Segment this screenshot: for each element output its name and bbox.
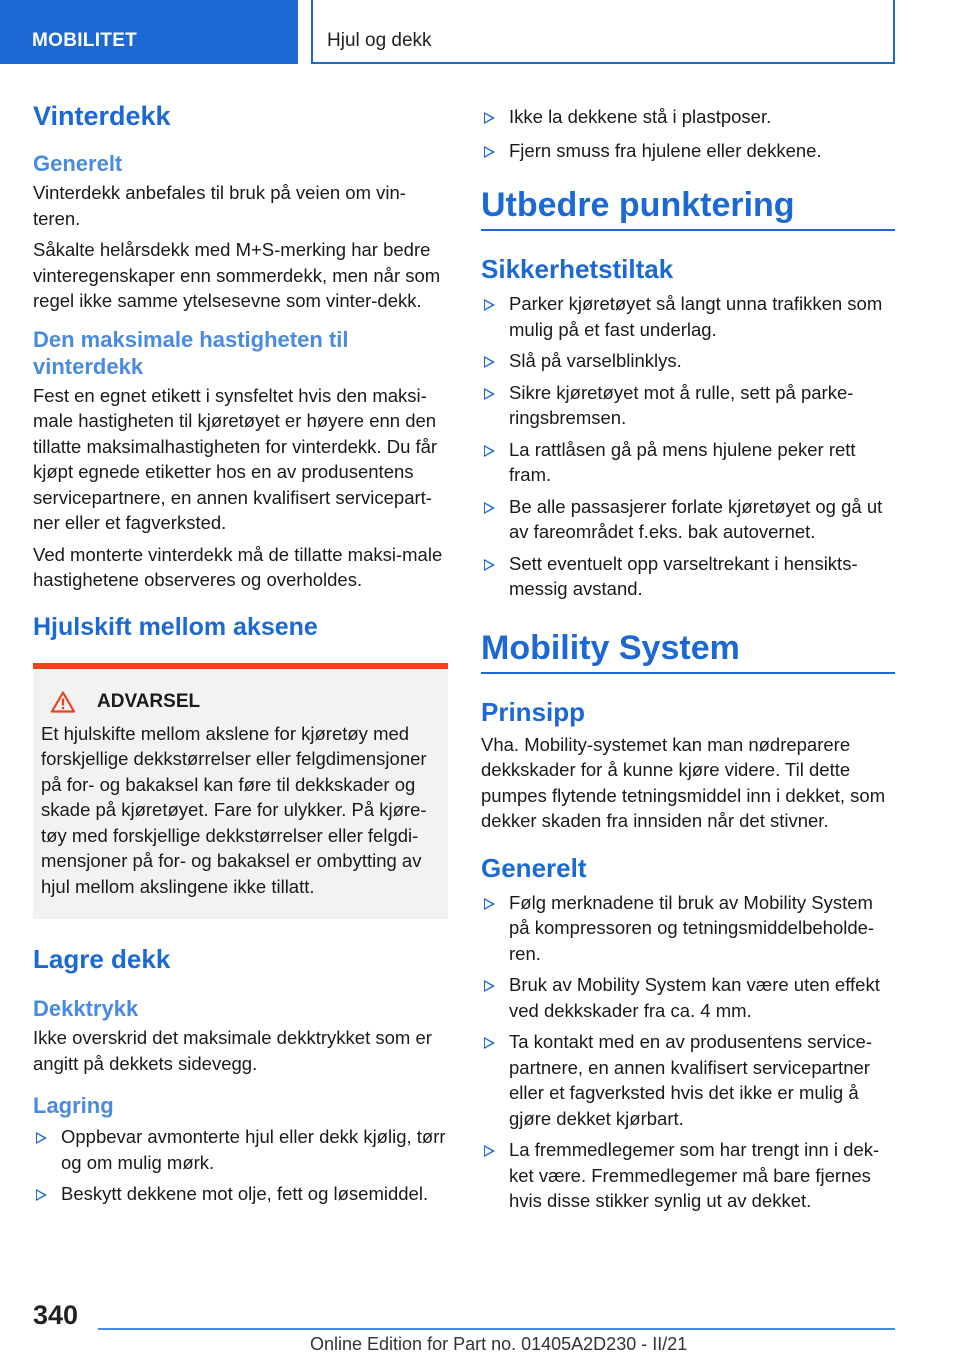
triangle-bullet-icon xyxy=(484,502,495,514)
subtitle-dekktrykk: Dekktrykk xyxy=(33,996,139,1021)
lagring-list xyxy=(33,1124,448,1207)
subtitle-lagring: Lagring xyxy=(33,1093,114,1118)
list-item: Fjern smuss fra hjulene eller dekkene. xyxy=(481,138,895,164)
header-section-tab[interactable]: MOBILITET xyxy=(0,0,298,64)
subtitle-generelt: Generelt xyxy=(481,852,587,883)
list-item: La rattlåsen gå på mens hjulene peker rett fram. xyxy=(481,437,895,488)
list-item: Sikre kjøretøyet mot å rulle, sett på parke-ringsbremsen. xyxy=(481,380,895,431)
triangle-bullet-icon xyxy=(484,559,495,571)
subtitle-sikkerhetstiltak: Sikkerhetstiltak xyxy=(481,254,674,284)
triangle-bullet-icon xyxy=(484,112,495,124)
paragraph: Såkalte helårsdekk med M+S-merking har bedre vinteregenskaper enn sommerdekk, men når som regel ikke samme ytelsesevne som vinter-dekk. xyxy=(33,239,441,311)
list-item: Be alle passasjerer forlate kjøretøyet og gå ut av fareområdet f.eks. bak autovernet. xyxy=(481,494,895,545)
section-title-vinterdekk: Vinterdekk xyxy=(33,101,171,131)
triangle-bullet-icon xyxy=(36,1132,47,1144)
warning-triangle-icon xyxy=(51,691,75,713)
paragraph: Vha. Mobility-systemet kan man nødreparere dekkskader for å kunne kjøre videre. Til dette pumpes flytende tetningsmiddel inn i dekket, som dekker skaden fra innsiden når det stivner. xyxy=(481,733,886,831)
triangle-bullet-icon xyxy=(484,299,495,311)
right-column xyxy=(481,104,895,1214)
list-item: Bruk av Mobility System kan være uten effekt ved dekkskader fra ca. 4 mm. xyxy=(481,972,895,1023)
subtitle-generelt: Generelt xyxy=(33,151,123,176)
warning-box xyxy=(33,663,448,920)
list-item: Oppbevar avmonterte hjul eller dekk kjølig, tørr og om mulig mørk. xyxy=(33,1124,448,1175)
storage-list-continued xyxy=(481,104,895,163)
subtitle-prinsipp: Prinsipp xyxy=(481,696,586,727)
list-item: Slå på varselblinklys. xyxy=(481,348,895,374)
triangle-bullet-icon xyxy=(484,445,495,457)
paragraph: Vinterdekk anbefales til bruk på veien om vin-teren. xyxy=(33,182,406,229)
section-title-lagre-dekk: Lagre dekk xyxy=(33,944,171,974)
subtitle-maks-hastighet: Den maksimale hastigheten til vinterdekk xyxy=(33,326,349,379)
list-item: Sett eventuelt opp varseltrekant i hensikts-messig avstand. xyxy=(481,551,895,602)
header-topic: Hjul og dekk xyxy=(311,0,895,64)
warning-header xyxy=(41,691,436,713)
paragraph: Ikke overskrid det maksimale dekktrykket som er angitt på dekkets sidevegg. xyxy=(33,1027,432,1074)
list-item: Ta kontakt med en av produsentens service-partnere, en annen kvalifisert servicepartner eller et fagverksted hvis det ikke er mulig å gjøre dekket kjørbart. xyxy=(481,1029,895,1131)
footer-edition: Online Edition for Part no. 01405A2D230 - II/21 xyxy=(310,1334,688,1354)
triangle-bullet-icon xyxy=(484,980,495,992)
triangle-bullet-icon xyxy=(484,146,495,158)
generelt-list xyxy=(481,890,895,1214)
list-item: Ikke la dekkene stå i plastposer. xyxy=(481,104,895,130)
left-column xyxy=(33,100,448,1207)
warning-text: Et hjulskifte mellom akslene for kjøretøy med forskjellige dekkstørrelser eller felgdimensjoner på for- og bakaksel kan føre til dekkskader og skade på kjøretøyet. Fare for ulykker. På kjøre-tøy med forskjellige dekkstørrelser eller felgdi-mensjoner på for- og bakaksel er ombytting av hjul mellom akslingene ikke tillatt. xyxy=(41,722,427,897)
list-item: Følg merknadene til bruk av Mobility System på kompressoren og tetningsmiddelbeholde-ren. xyxy=(481,890,895,967)
triangle-bullet-icon xyxy=(484,1145,495,1157)
section-title-mobility-system: Mobility System xyxy=(481,628,895,674)
page-number: 340 xyxy=(33,1300,79,1330)
triangle-bullet-icon xyxy=(484,898,495,910)
footer-divider xyxy=(98,1328,895,1330)
paragraph: Ved monterte vinterdekk må de tillatte maksi-male hastighetene observeres og overholdes. xyxy=(33,543,443,590)
triangle-bullet-icon xyxy=(484,388,495,400)
list-item: Parker kjøretøyet så langt unna trafikken som mulig på et fast underlag. xyxy=(481,291,895,342)
triangle-bullet-icon xyxy=(484,1037,495,1049)
paragraph: Fest en egnet etikett i synsfeltet hvis den maksi-male hastigheten til kjøretøyet er høyere enn den tillatte maksimalhastigheten for vinterdekk. Du får kjøpt egnede etiketter hos en av produsentens servicepartnere, en annen kvalifisert servicepart-ner eller et fagverksted. xyxy=(33,384,438,533)
sikkerhet-list xyxy=(481,291,895,602)
section-title-hjulskift: Hjulskift mellom aksene xyxy=(33,612,318,641)
list-item: Beskytt dekkene mot olje, fett og løsemiddel. xyxy=(33,1181,448,1207)
warning-label: ADVARSEL xyxy=(97,690,201,712)
triangle-bullet-icon xyxy=(484,356,495,368)
list-item: La fremmedlegemer som har trengt inn i dek-ket være. Fremmedlegemer må bare fjernes hvis disse stikker synlig ut av dekket. xyxy=(481,1137,895,1214)
section-title-utbedre-punktering: Utbedre punktering xyxy=(481,185,895,231)
triangle-bullet-icon xyxy=(36,1189,47,1201)
